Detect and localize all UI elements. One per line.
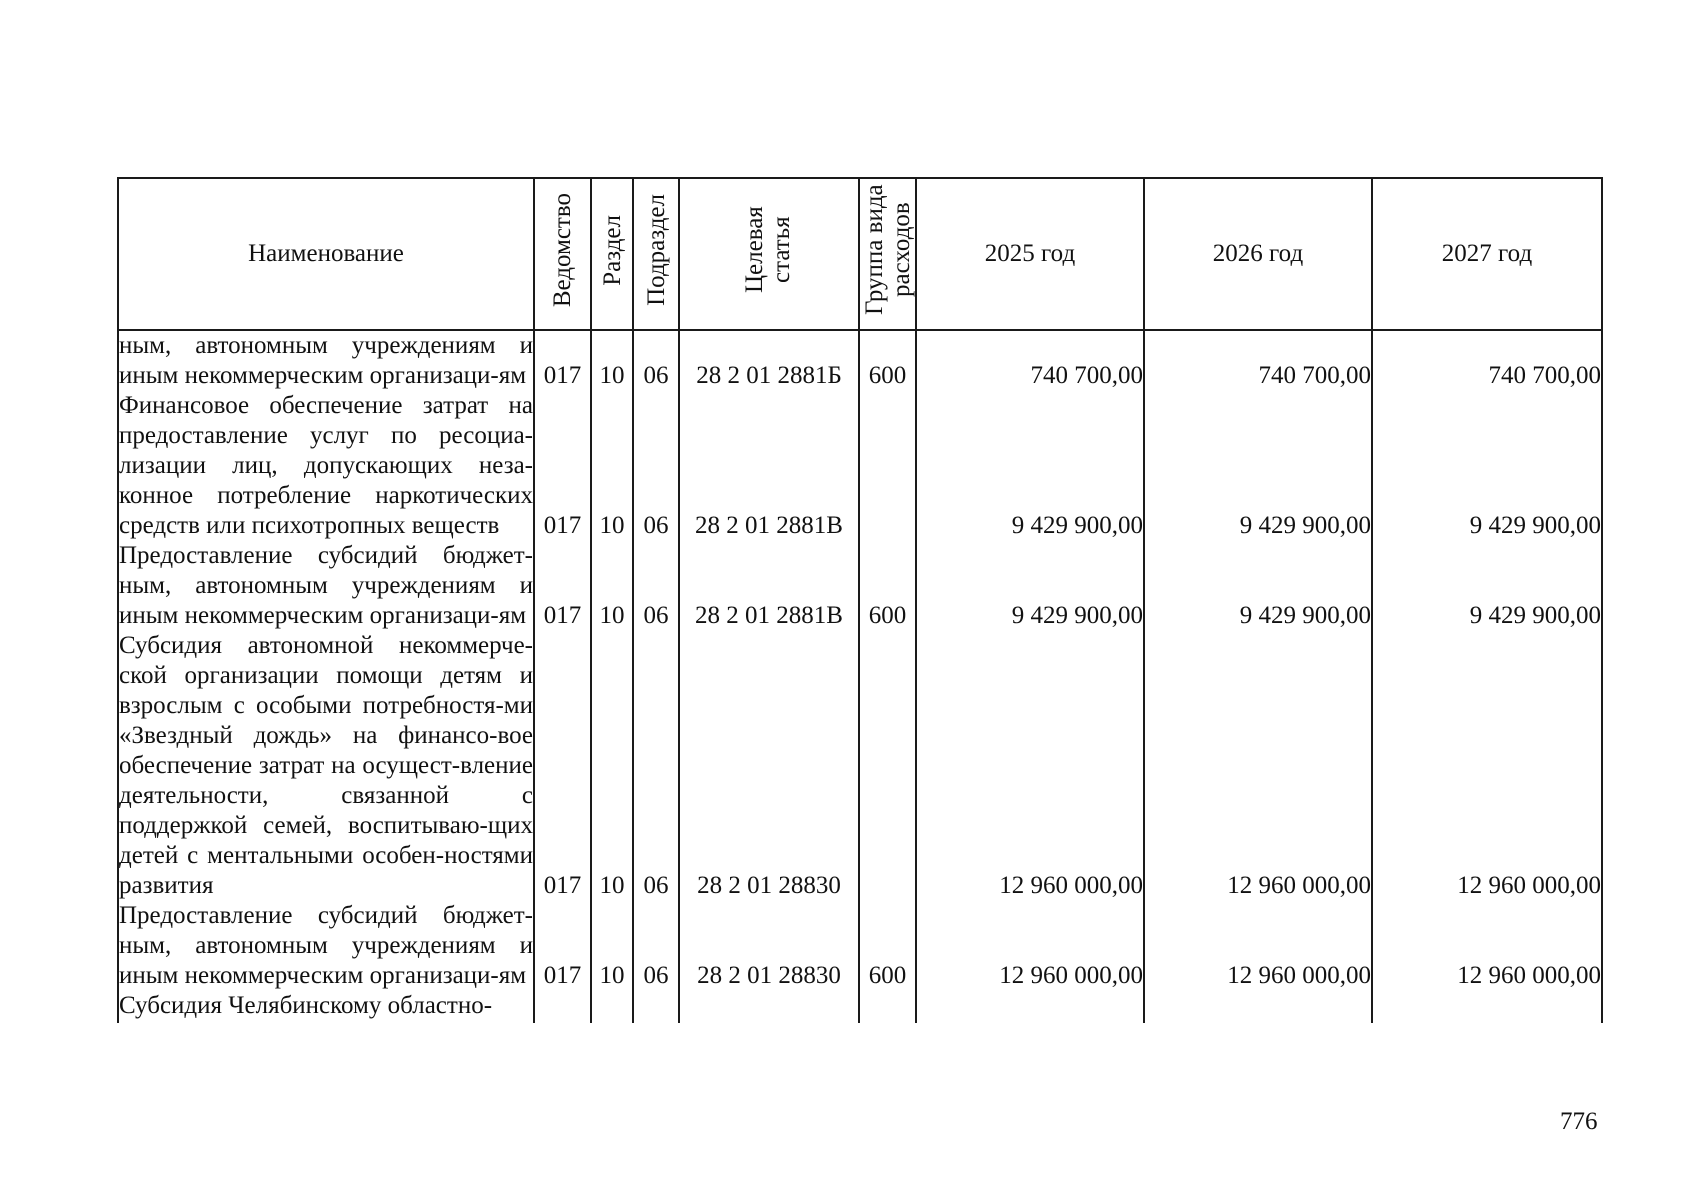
page-number: 776 <box>1560 1108 1598 1135</box>
cell-2025: 9 429 900,00 <box>916 391 1144 541</box>
table-body <box>118 330 1602 1023</box>
cell-subsection: 06 <box>633 901 679 991</box>
table-row <box>118 391 1602 541</box>
cell-target-article: 28 2 01 28830 <box>679 631 859 901</box>
cell-2026 <box>1144 991 1372 1023</box>
cell-department <box>534 991 591 1023</box>
cell-expense-group: 600 <box>859 901 916 991</box>
cell-expense-group <box>859 991 916 1023</box>
cell-department: 017 <box>534 330 591 391</box>
table-row <box>118 330 1602 391</box>
cell-section: 10 <box>591 330 633 391</box>
cell-target-article: 28 2 01 2881В <box>679 541 859 631</box>
cell-2027: 9 429 900,00 <box>1372 541 1602 631</box>
cell-2025: 9 429 900,00 <box>916 541 1144 631</box>
cell-2027: 9 429 900,00 <box>1372 391 1602 541</box>
cell-target-article <box>679 991 859 1023</box>
cell-department: 017 <box>534 541 591 631</box>
header-2027: 2027 год <box>1372 178 1602 330</box>
cell-2026: 12 960 000,00 <box>1144 901 1372 991</box>
cell-2026: 9 429 900,00 <box>1144 541 1372 631</box>
cell-subsection: 06 <box>633 631 679 901</box>
cell-subsection: 06 <box>633 541 679 631</box>
header-subsection: Подраздел <box>633 178 679 330</box>
cell-expense-group: 600 <box>859 541 916 631</box>
cell-expense-group <box>859 631 916 901</box>
cell-expense-group: 600 <box>859 330 916 391</box>
cell-target-article: 28 2 01 2881В <box>679 391 859 541</box>
header-2026: 2026 год <box>1144 178 1372 330</box>
cell-2026: 12 960 000,00 <box>1144 631 1372 901</box>
table-row <box>118 991 1602 1023</box>
cell-2025 <box>916 991 1144 1023</box>
header-section: Раздел <box>591 178 633 330</box>
cell-name: Субсидия автономной некоммерче-ской организации помощи детям и взрослым с особыми потребностя-ми «Звездный дождь» на финансо-вое обеспечение затрат на осущест-вление деятельности, связанной с поддержкой семей, воспитываю-щих детей с ментальными особен-ностями развития <box>119 632 533 899</box>
cell-subsection <box>633 991 679 1023</box>
budget-table <box>117 177 1603 1023</box>
cell-subsection: 06 <box>633 330 679 391</box>
cell-section <box>591 991 633 1023</box>
cell-section: 10 <box>591 541 633 631</box>
cell-name: Субсидия Челябинскому областно- <box>118 991 534 1023</box>
cell-name: Предоставление субсидий бюджет-ным, автономным учреждениям и иным некоммерческим организаци-ям <box>119 902 533 989</box>
table-row <box>118 901 1602 991</box>
cell-department: 017 <box>534 391 591 541</box>
header-2025: 2025 год <box>916 178 1144 330</box>
cell-2025: 12 960 000,00 <box>916 631 1144 901</box>
cell-section: 10 <box>591 901 633 991</box>
cell-2027: 12 960 000,00 <box>1372 631 1602 901</box>
cell-target-article: 28 2 01 2881Б <box>679 330 859 391</box>
cell-name: Предоставление субсидий бюджет-ным, автономным учреждениям и иным некоммерческим организаци-ям <box>119 542 533 629</box>
header-row <box>118 178 1602 330</box>
cell-2027 <box>1372 991 1602 1023</box>
cell-target-article: 28 2 01 28830 <box>679 901 859 991</box>
header-target-article: Целевая статья <box>679 178 859 330</box>
cell-section: 10 <box>591 391 633 541</box>
table-row <box>118 631 1602 901</box>
cell-2026: 740 700,00 <box>1144 330 1372 391</box>
cell-section: 10 <box>591 631 633 901</box>
cell-expense-group <box>859 391 916 541</box>
cell-name: Финансовое обеспечение затрат на предоставление услуг по ресоциа-лизации лиц, допускающих неза-конное потребление наркотических средств или психотропных веществ <box>119 392 533 539</box>
header-expense-group: Группа вида расходов <box>859 178 916 330</box>
cell-2027: 740 700,00 <box>1372 330 1602 391</box>
header-department: Ведомство <box>534 178 591 330</box>
table-row <box>118 541 1602 631</box>
header-name: Наименование <box>118 178 534 330</box>
cell-2025: 12 960 000,00 <box>916 901 1144 991</box>
cell-department: 017 <box>534 631 591 901</box>
cell-2026: 9 429 900,00 <box>1144 391 1372 541</box>
cell-department: 017 <box>534 901 591 991</box>
cell-2027: 12 960 000,00 <box>1372 901 1602 991</box>
cell-subsection: 06 <box>633 391 679 541</box>
cell-name: ным, автономным учреждениям и иным некоммерческим организаци-ям <box>119 332 533 389</box>
cell-2025: 740 700,00 <box>916 330 1144 391</box>
